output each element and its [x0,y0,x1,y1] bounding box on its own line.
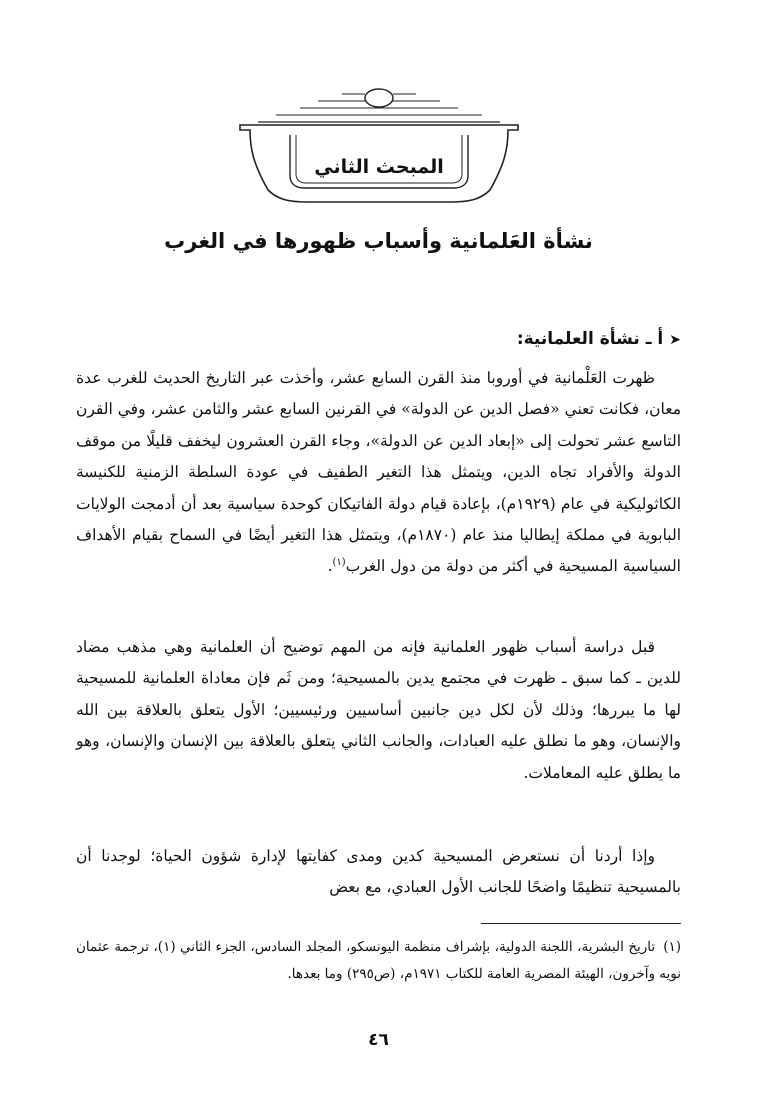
footnote-text: تاريخ البشرية، اللجنة الدولية، بإشراف منظمة اليونسكو، المجلد السادس، الجزء الثاني (١)، ترجمة عثمان نويه وآخرون، الهيئة المصرية العامة للكتاب ١٩٧١م، (ص٢٩٥) وما بعدها. [76,939,681,982]
page-number: ٤٦ [368,1030,389,1050]
chapter-badge-label: المبحث الثاني [314,156,444,178]
footnotes [76,934,681,988]
footnote-divider [481,923,681,924]
paragraph-1-end: . [327,557,333,576]
paragraph-3 [76,841,681,916]
paragraph-1 [76,363,681,595]
section-title: نشأة العَلمانية وأسباب ظهورها في الغرب [164,229,593,253]
paragraph-3-text: وإذا أردنا أن نستعرض المسيحية كدين ومدى كفايتها لإدارة شؤون الحياة؛ لوجدنا أن بالمسيحية تنظيمًا واضحًا للجانب الأول العبادي، مع بعض [76,847,681,897]
subheading-text: أ ـ نشأة العلمانية: [516,329,664,349]
arrow-bullet-icon: ➤ [669,332,681,348]
paragraph-2 [76,632,681,801]
chapter-ornament [0,0,757,220]
footnote-ref[interactable]: (١) [332,557,346,569]
paragraph-2-text: قبل دراسة أسباب ظهور العلمانية فإنه من المهم توضيح أن العلمانية وهي مذهب مضاد للدين ـ كما سبق ـ ظهرت في مجتمع يدين بالمسيحية؛ ومن ثَم فإن معاداة العلمانية للمسيحية لها ما يبررها؛ وذلك لأن لكل دين جانبين أساسيين ورئيسيين؛ الأول يتعلق بالعلاقة بين الله والإنسان، وهو ما نطلق عليه العبادات، والجانب الثاني يتعلق بالعلاقة بين الإنسان والإنسان، وهو ما يطلق عليه المعاملات. [76,638,681,782]
footnote-item [76,934,681,988]
footnote-number: (١) [663,939,682,955]
subheading [517,324,681,355]
paragraph-1-text: ظهرت العَلْمانية في أوروبا منذ القرن السابع عشر، وأخذت عبر التاريخ الحديث للغرب عدة معان، فكانت تعني «فصل الدين عن الدولة» في القرنين السابع عشر والثامن عشر، وفي القرن التاسع عشر تحولت إلى «إبعاد الدين عن الدولة»، وجاء القرن العشرون ليخفف قليلًا من موقف الدولة والأفراد تجاه الدين، ويتمثل هذا التغير الطفيف في عودة السلطة الزمنية للكنيسة الكاثوليكية في عام (١٩٢٩م)، بإعادة قيام دولة الفاتيكان كوحدة سياسية بعد أن أدمجت الولايات البابوية في مملكة إيطاليا منذ عام (١٨٧٠م)، ويتمثل هذا التغير أيضًا في السماح بقيام الأهداف السياسية المسيحية في أكثر من دولة من دول الغرب [76,369,681,576]
